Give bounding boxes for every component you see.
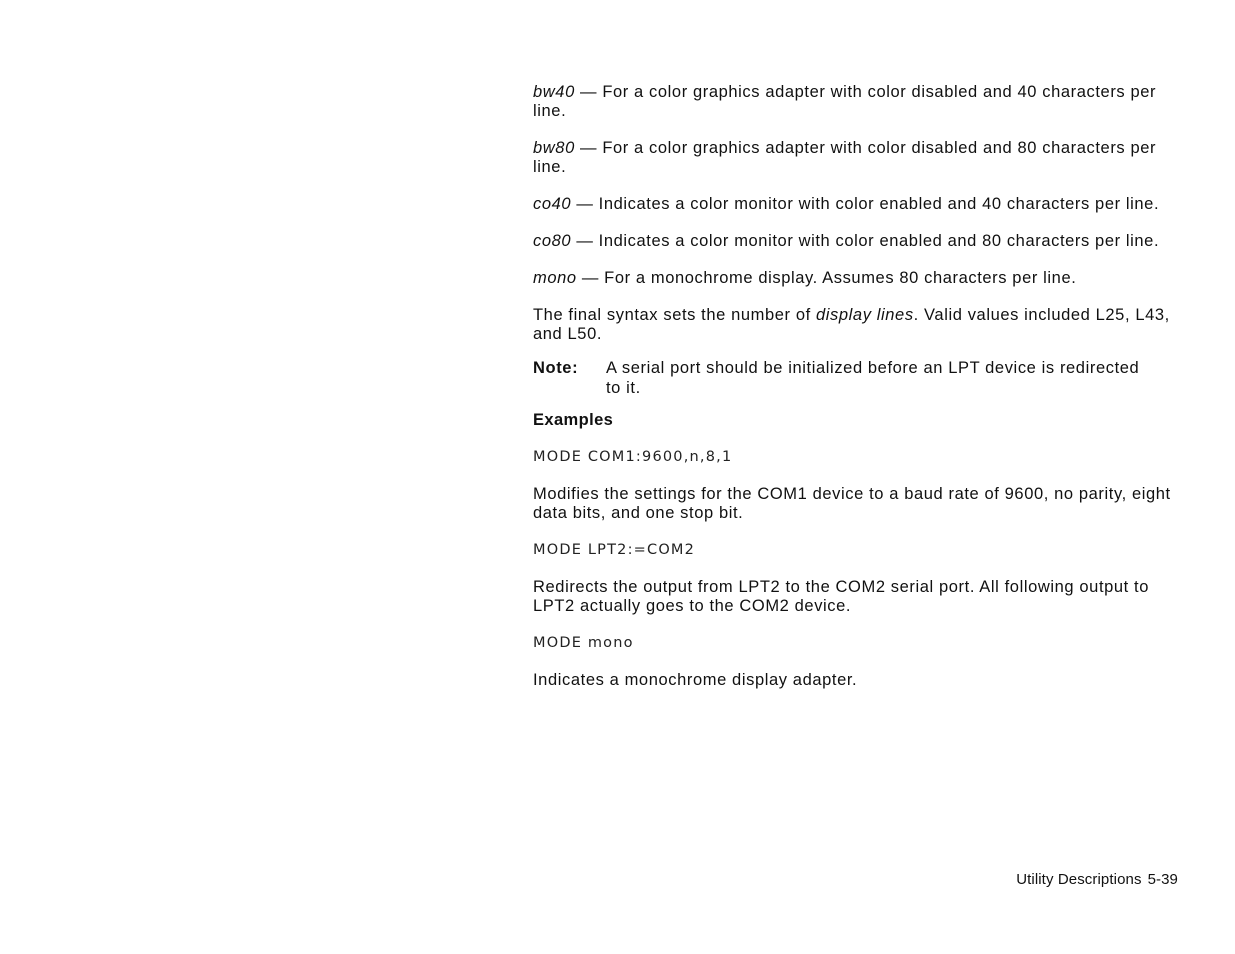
- mode-mono: [533, 269, 1183, 288]
- final-syntax-term: display lines: [815, 306, 914, 324]
- mode-description: — Indicates a color monitor with color enabled and 40 characters per line.: [571, 195, 1160, 213]
- example-code-2: MODE LPT2:=COM2: [533, 542, 696, 558]
- mode-bw40: [533, 83, 1183, 121]
- example-desc-3: Indicates a monochrome display adapter.: [533, 671, 858, 689]
- example-desc-1: Modifies the settings for the COM1 device to a baud rate of 9600, no parity, eight data bits, and one stop bit.: [533, 485, 1171, 522]
- page-content: [533, 83, 1183, 690]
- example-code-1: MODE COM1:9600,n,8,1: [533, 449, 733, 465]
- example-desc-2: Redirects the output from LPT2 to the COM2 serial port. All following output to LPT2 actually goes to the COM2 device.: [533, 578, 1150, 615]
- footer-page-number: 5-39: [1147, 871, 1178, 888]
- page-footer: [1016, 871, 1178, 888]
- final-syntax-after: . Valid values included L25, L43, and L50.: [533, 306, 1170, 343]
- mode-co40: [533, 195, 1183, 214]
- mode-bw80: [533, 139, 1183, 177]
- mode-description: — For a monochrome display. Assumes 80 characters per line.: [576, 269, 1077, 287]
- mode-term: bw40: [533, 83, 575, 101]
- mode-co80: [533, 232, 1183, 251]
- mode-term: co80: [533, 232, 572, 250]
- mode-description: — For a color graphics adapter with color disabled and 80 characters per line.: [533, 139, 1157, 176]
- note-label: Note:: [533, 359, 579, 377]
- final-syntax-paragraph: [533, 306, 1183, 344]
- note-text: A serial port should be initialized before an LPT device is redirected to it.: [606, 359, 1140, 397]
- mode-term: mono: [533, 269, 577, 287]
- examples-heading: Examples: [533, 411, 614, 429]
- mode-description: — For a color graphics adapter with color disabled and 40 characters per line.: [533, 83, 1157, 120]
- mode-term: co40: [533, 195, 572, 213]
- example-code-3: MODE mono: [533, 635, 634, 651]
- mode-term: bw80: [533, 139, 575, 157]
- mode-description: — Indicates a color monitor with color enabled and 80 characters per line.: [571, 232, 1160, 250]
- note-block: [533, 358, 1183, 398]
- footer-section: Utility Descriptions: [1016, 871, 1142, 888]
- final-syntax-before: The final syntax sets the number of: [533, 306, 816, 324]
